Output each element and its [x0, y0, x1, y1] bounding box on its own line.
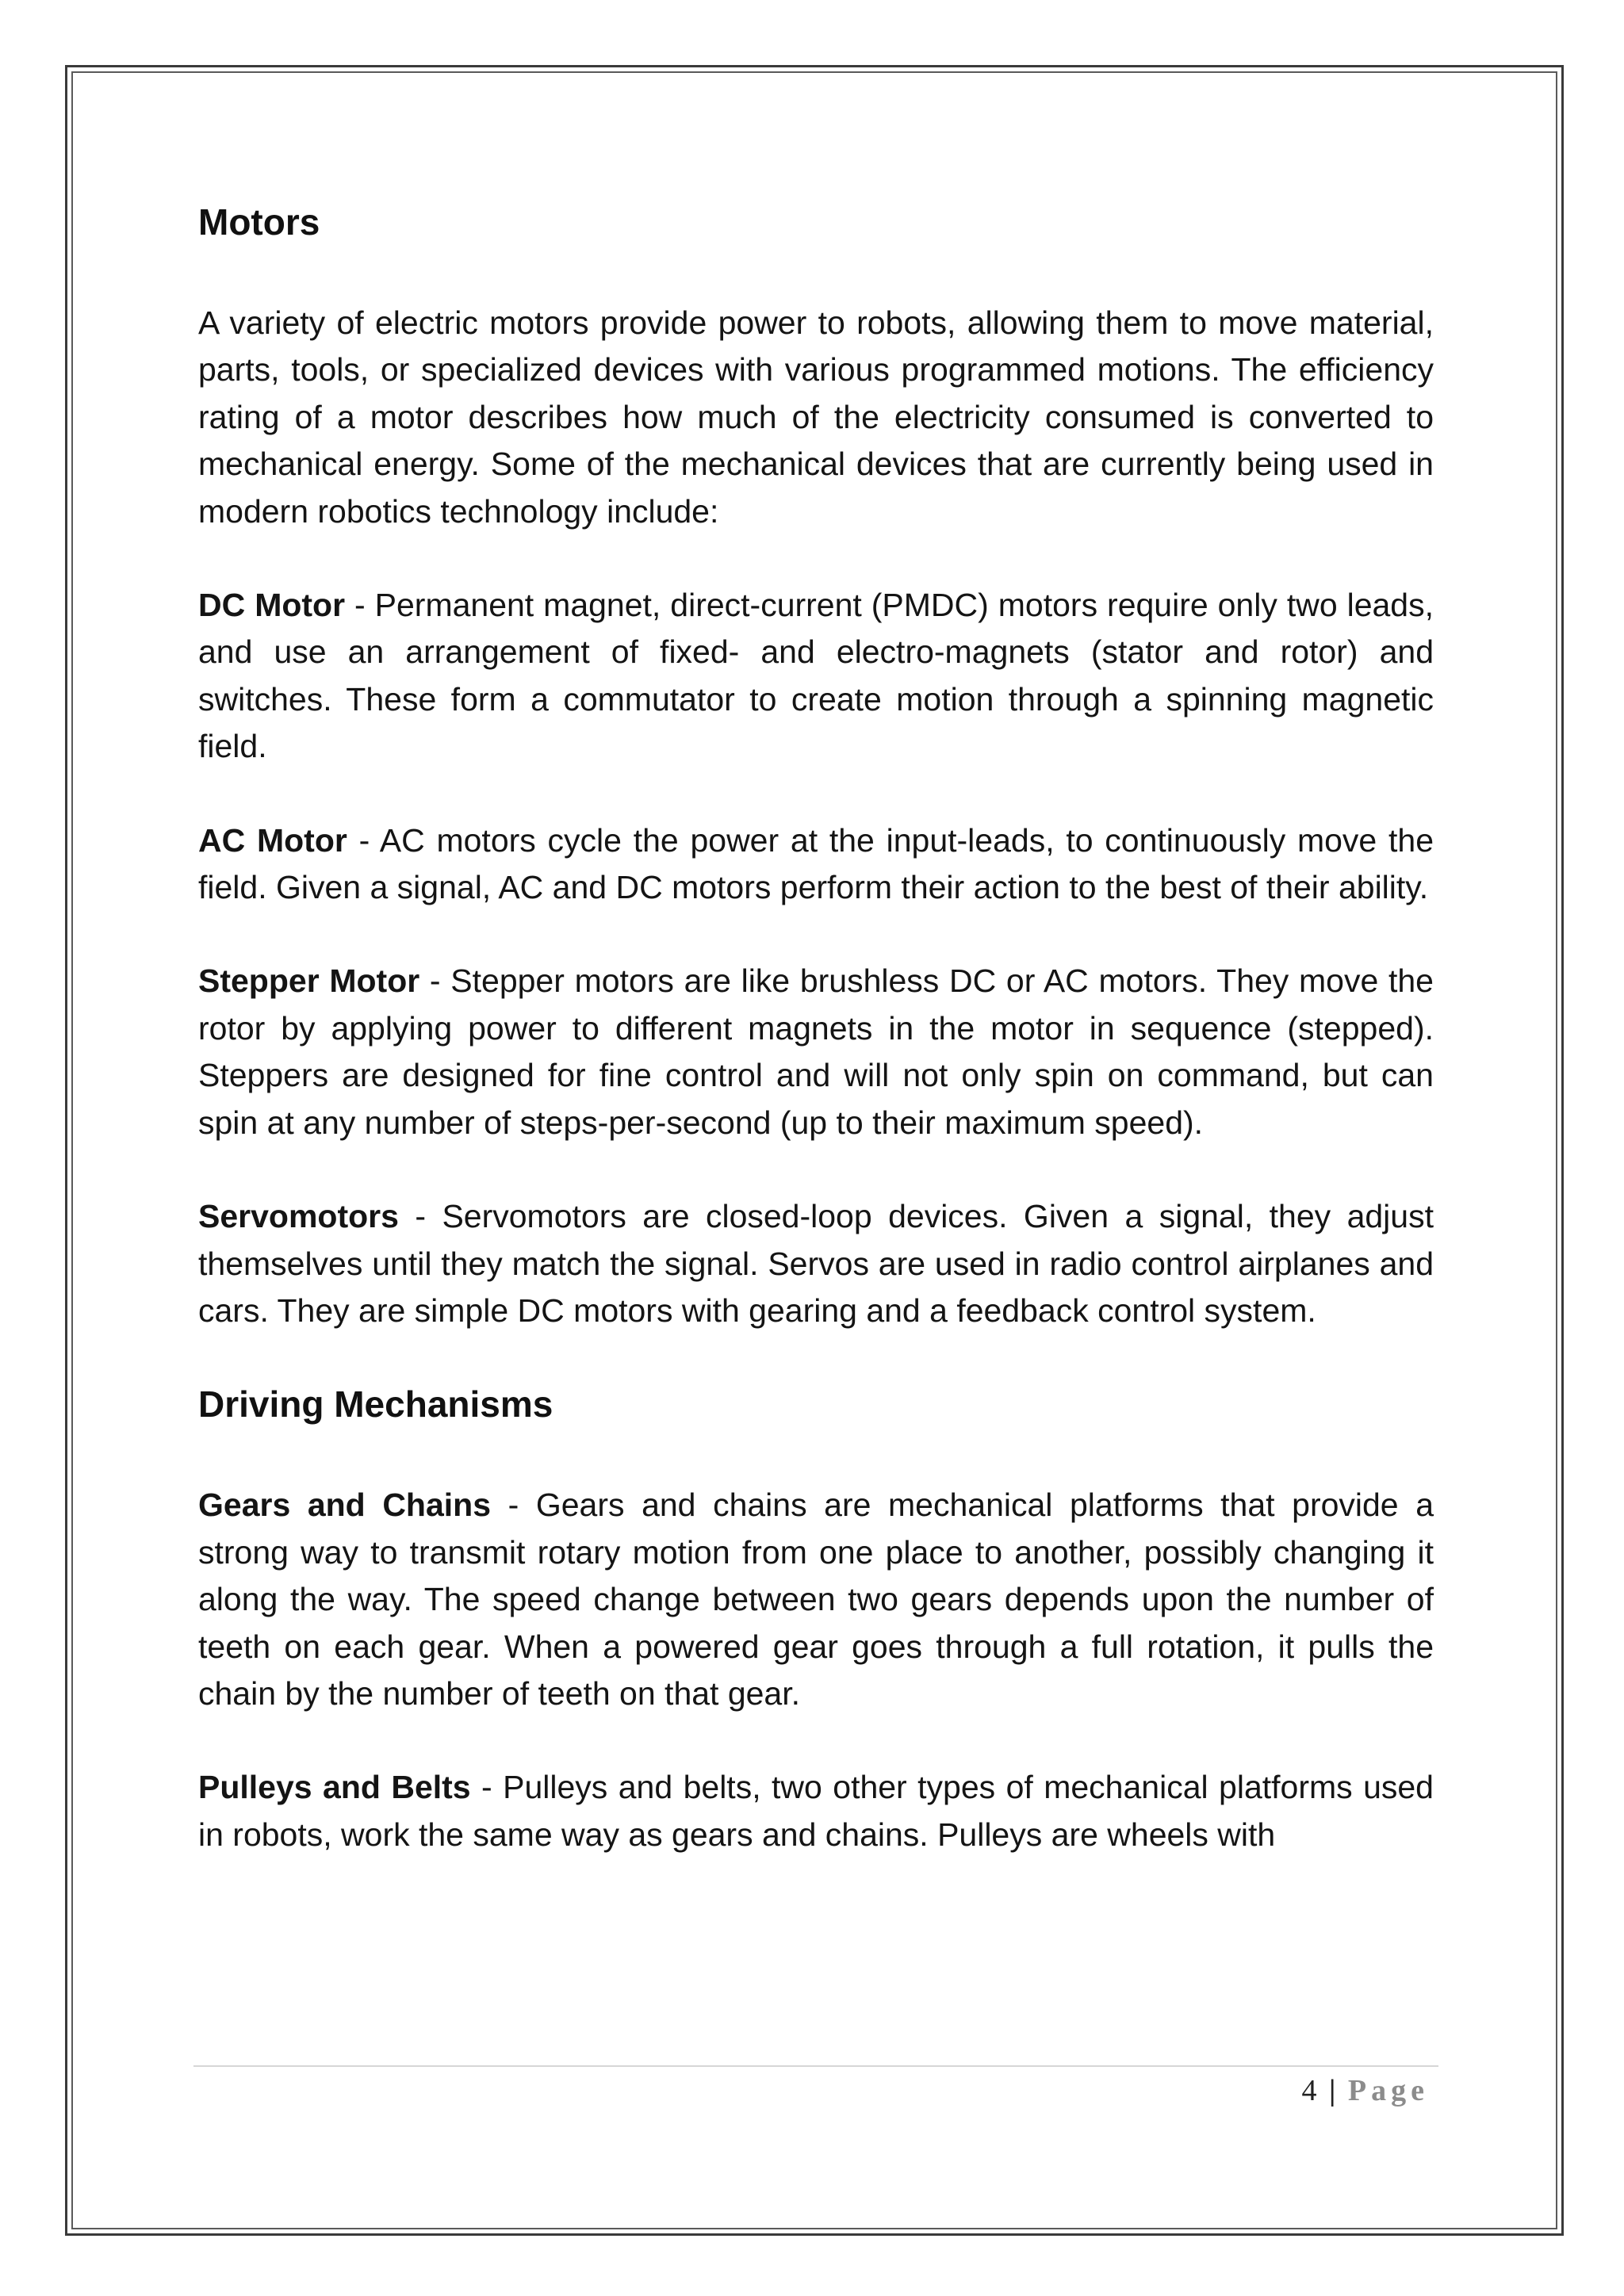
- definition-dc-motor: [198, 582, 1434, 771]
- definition-text-stepper-motor: - Stepper motors are like brushless DC or AC motors. They move the rotor by applying power to different magnets in the motor in sequence (stepped). Steppers are designed for fine control and will not only spin on command, but can spin at any number of steps-per-second (up to their maximum speed).: [198, 962, 1434, 1141]
- definition-pulleys-and-belts: [198, 1764, 1434, 1858]
- motors-intro-paragraph: A variety of electric motors provide power to robots, allowing them to move material, parts, tools, or specialized devices with various programmed motions. The efficiency rating of a motor describes how much of the electricity consumed is converted to mechanical energy. Some of the mechanical devices that are currently being used in modern robotics technology include:: [198, 304, 1434, 530]
- page-number: 4: [1301, 2074, 1317, 2107]
- page-label: Page: [1347, 2074, 1429, 2107]
- document-body: [198, 198, 1434, 1858]
- footer-divider: [193, 2065, 1438, 2067]
- definition-stepper-motor: [198, 958, 1434, 1146]
- definition-gears-and-chains: [198, 1482, 1434, 1717]
- definition-text-gears-and-chains: - Gears and chains are mechanical platforms that provide a strong way to transmit rotary motion from one place to another, possibly changing it along the way. The speed change between two gears depends upon the number of teeth on each gear. When a powered gear goes through a full rotation, it pulls the chain by the number of teeth on that gear.: [198, 1487, 1434, 1712]
- term-pulleys-and-belts: Pulleys and Belts: [198, 1769, 471, 1806]
- section-heading-motors: Motors: [198, 201, 320, 243]
- definition-servomotors: [198, 1193, 1434, 1334]
- term-stepper-motor: Stepper Motor: [198, 962, 420, 1000]
- section-heading-driving-mechanisms: Driving Mechanisms: [198, 1383, 553, 1425]
- definition-text-servomotors: - Servomotors are closed-loop devices. Given a signal, they adjust themselves until they match the signal. Servos are used in radio control airplanes and cars. They are simple DC motors with gearing and a feedback control system.: [198, 1198, 1434, 1329]
- term-servomotors: Servomotors: [198, 1198, 399, 1235]
- term-dc-motor: DC Motor: [198, 587, 346, 624]
- footer-separator: |: [1329, 2074, 1336, 2107]
- definition-ac-motor: [198, 817, 1434, 912]
- term-gears-and-chains: Gears and Chains: [198, 1487, 492, 1524]
- term-ac-motor: AC Motor: [198, 821, 347, 859]
- definition-text-pulleys-and-belts: - Pulleys and belts, two other types of mechanical platforms used in robots, work the same way as gears and chains. Pulleys are wheels with: [198, 1769, 1434, 1853]
- definition-text-ac-motor: - AC motors cycle the power at the input-leads, to continuously move the field. Given a signal, AC and DC motors perform their action to the best of their ability.: [198, 821, 1434, 906]
- definition-text-dc-motor: - Permanent magnet, direct-current (PMDC) motors require only two leads, and use an arrangement of fixed- and electro-magnets (stator and rotor) and switches. These form a commutator to create motion through a spinning magnetic field.: [198, 587, 1434, 765]
- page-footer: [1302, 2071, 1429, 2110]
